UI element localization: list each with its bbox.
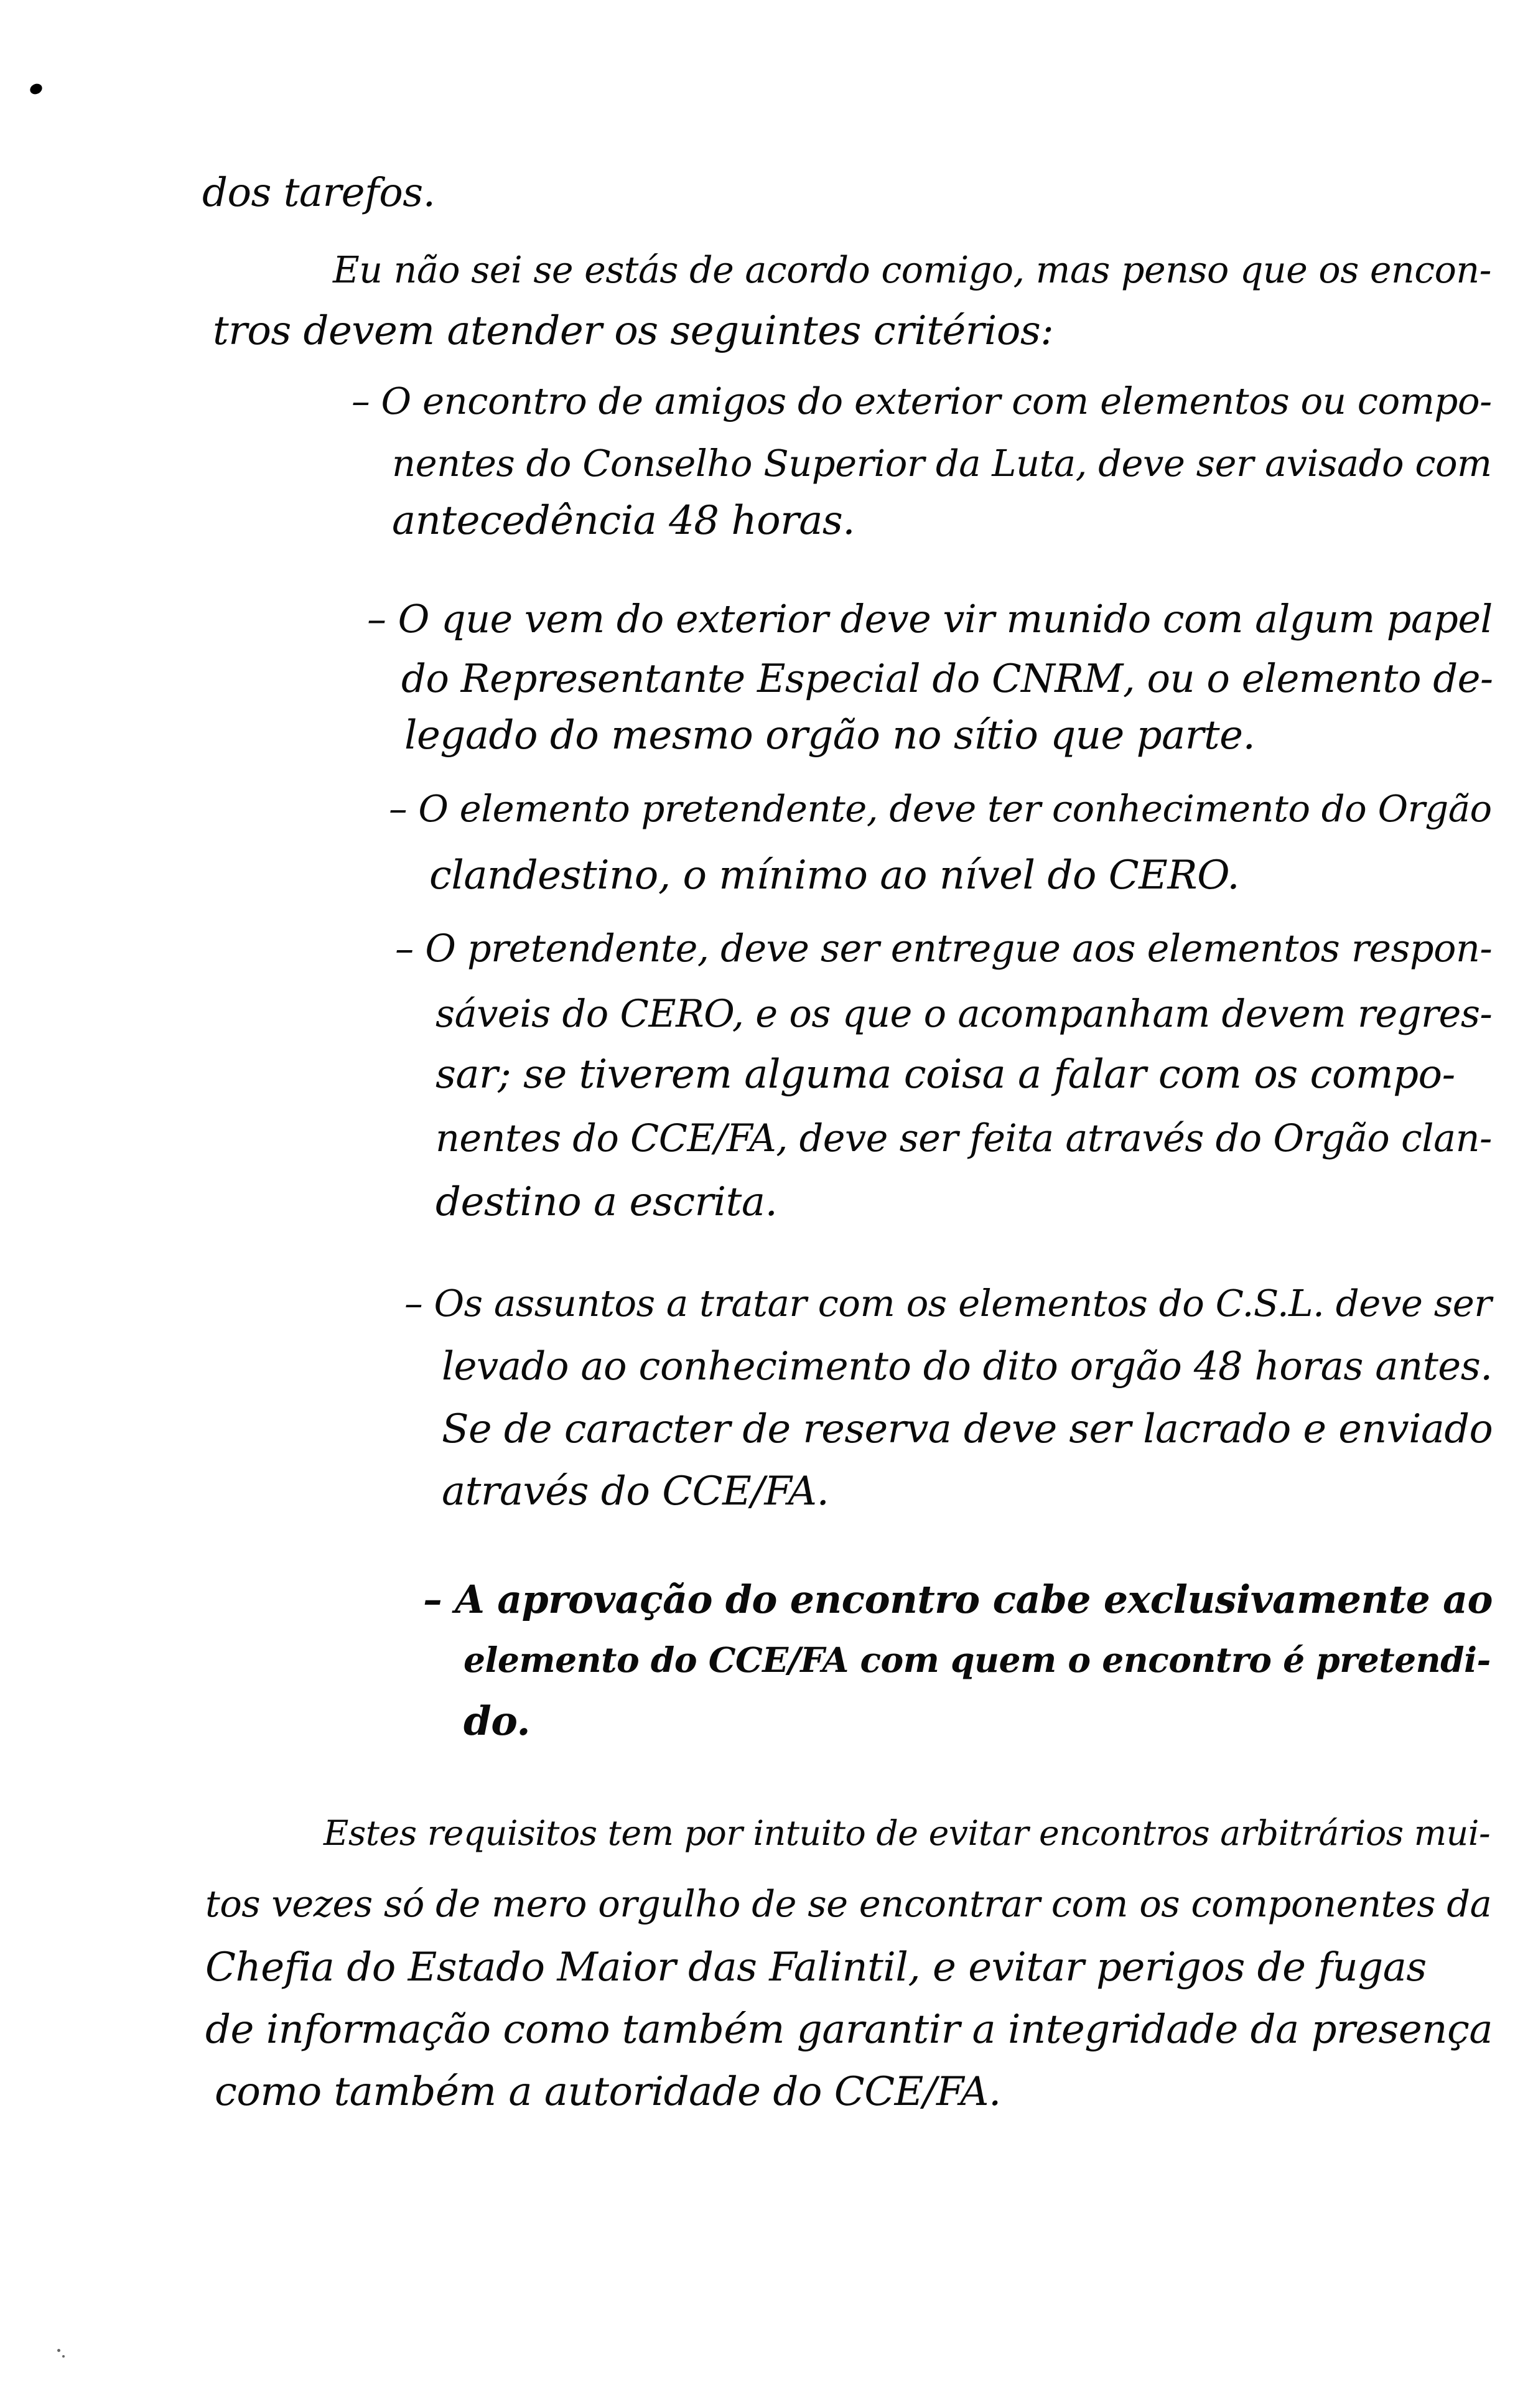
text-line: – O pretendente, deve ser entregue aos elementos respon- bbox=[395, 927, 1493, 971]
ink-spot bbox=[29, 82, 44, 96]
text-line: sáveis do CERO, e os que o acompanham devem regres- bbox=[436, 992, 1493, 1036]
text-line: Eu não sei se estás de acordo comigo, mas penso que os encon- bbox=[333, 249, 1491, 291]
text-line: nentes do CCE/FA, deve ser feita através do Orgão clan- bbox=[436, 1117, 1492, 1160]
text-line: legado do mesmo orgão no sítio que parte. bbox=[404, 712, 1256, 758]
text-line: sar; se tiverem alguma coisa a falar com os compo- bbox=[436, 1052, 1455, 1098]
text-line: nentes do Conselho Superior da Luta, deve ser avisado com bbox=[392, 442, 1492, 485]
text-line: do Representante Especial do CNRM, ou o elemento de- bbox=[401, 656, 1493, 701]
text-line: Chefia do Estado Maior das Falintil, e evitar perigos de fugas bbox=[205, 1944, 1427, 1990]
text-line: – O encontro de amigos do exterior com elementos ou compo- bbox=[352, 380, 1492, 422]
text-line: destino a escrita. bbox=[436, 1179, 778, 1225]
text-line: de informação como também garantir a integridade da presença bbox=[205, 2007, 1493, 2053]
text-line: do. bbox=[464, 1698, 531, 1745]
text-line: – O elemento pretendente, deve ter conhecimento do Orgão bbox=[389, 787, 1492, 830]
text-line: – O que vem do exterior deve vir munido com algum papel bbox=[367, 597, 1493, 642]
ink-speck bbox=[62, 2355, 65, 2358]
text-line: tros devem atender os seguintes critérios: bbox=[213, 308, 1054, 354]
text-line: tos vezes só de mero orgulho de se encontrar com os componentes da bbox=[205, 1882, 1492, 1925]
text-line: através do CCE/FA. bbox=[442, 1468, 829, 1514]
ink-speck bbox=[57, 2349, 60, 2352]
text-line: levado ao conhecimento do dito orgão 48 horas antes. bbox=[442, 1343, 1493, 1389]
text-line: – Os assuntos a tratar com os elementos do C.S.L. deve ser bbox=[404, 1282, 1492, 1325]
text-line: clandestino, o mínimo ao nível do CERO. bbox=[429, 852, 1240, 898]
text-line: antecedência 48 horas. bbox=[392, 498, 855, 544]
text-line: – A aprovação do encontro cabe exclusivamente ao bbox=[423, 1577, 1493, 1622]
text-line: como também a autoridade do CCE/FA. bbox=[215, 2069, 1001, 2115]
text-line: Se de caracter de reserva deve ser lacrado e enviado bbox=[442, 1406, 1493, 1452]
text-line: Estes requisitos tem por intuito de evitar encontros arbitrários mui- bbox=[324, 1814, 1491, 1854]
text-line: elemento do CCE/FA com quem o encontro é pretendi- bbox=[464, 1640, 1491, 1680]
text-line: dos tarefos. bbox=[202, 170, 436, 216]
